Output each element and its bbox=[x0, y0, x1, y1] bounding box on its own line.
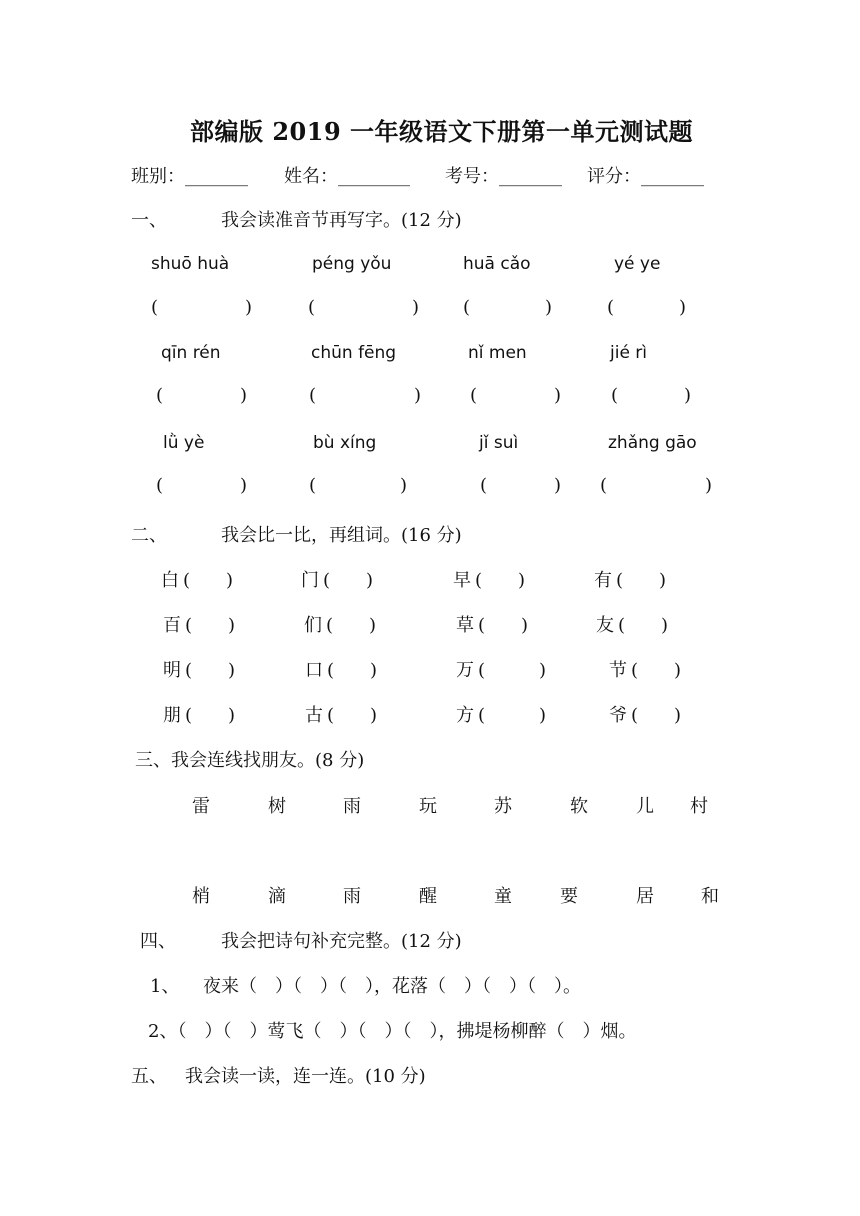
match-bottom-word[interactable]: 要 bbox=[560, 886, 578, 907]
character-item: 门 bbox=[301, 570, 319, 591]
section-1-heading: 我会读准音节再写字。(12 分) bbox=[221, 210, 462, 231]
pinyin-item: jǐ suì bbox=[479, 433, 519, 453]
answer-blank-right-paren: ) bbox=[684, 385, 692, 406]
word-blank[interactable]: ( ) bbox=[185, 705, 236, 726]
section-4-heading: 我会把诗句补充完整。(12 分) bbox=[221, 931, 462, 952]
section-2-heading: 我会比一比，再组词。(16 分) bbox=[221, 525, 462, 546]
answer-blank-left-paren: ( bbox=[156, 385, 164, 406]
section-5-number: 五、 bbox=[131, 1066, 167, 1087]
character-item: 节 bbox=[609, 660, 627, 681]
match-top-word[interactable]: 儿 bbox=[636, 796, 654, 817]
exam-number-field[interactable]: 考号：_______ bbox=[445, 166, 562, 187]
answer-blank-left-paren: ( bbox=[156, 475, 164, 496]
poem-line-1: 夜来（ ）（ ）（ ），花落（ ）（ ）（ ）。 bbox=[203, 976, 581, 997]
word-blank[interactable]: ( ) bbox=[323, 570, 374, 591]
section-4-number: 四、 bbox=[140, 931, 176, 952]
match-top-word[interactable]: 雨 bbox=[343, 796, 361, 817]
match-bottom-word[interactable]: 梢 bbox=[192, 886, 210, 907]
match-top-word[interactable]: 玩 bbox=[419, 796, 437, 817]
pinyin-item: jié rì bbox=[610, 343, 648, 363]
pinyin-item: bù xíng bbox=[313, 433, 377, 453]
character-item: 口 bbox=[305, 660, 323, 681]
character-item: 朋 bbox=[163, 705, 181, 726]
word-blank[interactable]: ( ) bbox=[618, 615, 669, 636]
poem-line-1-number: 1、 bbox=[150, 976, 180, 997]
character-item: 爷 bbox=[609, 705, 627, 726]
page-title: 部编版 2019 一年级语文下册第一单元测试题 bbox=[190, 117, 694, 146]
word-blank[interactable]: ( ) bbox=[185, 615, 236, 636]
word-blank[interactable]: ( ) bbox=[631, 660, 682, 681]
answer-blank-left-paren: ( bbox=[611, 385, 619, 406]
answer-blank-left-paren: ( bbox=[480, 475, 488, 496]
word-blank[interactable]: ( ) bbox=[631, 705, 682, 726]
answer-blank-right-paren: ) bbox=[240, 385, 248, 406]
match-top-word[interactable]: 村 bbox=[690, 796, 708, 817]
word-blank[interactable]: ( ) bbox=[478, 660, 547, 681]
answer-blank-right-paren: ) bbox=[554, 385, 562, 406]
answer-blank-left-paren: ( bbox=[151, 297, 159, 318]
answer-blank-left-paren: ( bbox=[600, 475, 608, 496]
answer-blank-left-paren: ( bbox=[308, 297, 316, 318]
poem-line-2: 2、（ ）（ ）莺飞（ ）（ ）（ ），拂堤杨柳醉（ ）烟。 bbox=[148, 1021, 637, 1042]
character-item: 百 bbox=[163, 615, 181, 636]
character-item: 白 bbox=[161, 570, 179, 591]
match-bottom-word[interactable]: 和 bbox=[701, 886, 719, 907]
section-3-heading: 三、我会连线找朋友。(8 分) bbox=[135, 750, 365, 771]
pinyin-item: shuō huà bbox=[151, 254, 230, 274]
answer-blank-right-paren: ) bbox=[414, 385, 422, 406]
character-item: 草 bbox=[456, 615, 474, 636]
class-field[interactable]: 班别：_______ bbox=[131, 166, 248, 187]
answer-blank-right-paren: ) bbox=[245, 297, 253, 318]
character-item: 友 bbox=[596, 615, 614, 636]
character-item: 明 bbox=[163, 660, 181, 681]
answer-blank-right-paren: ) bbox=[679, 297, 687, 318]
character-item: 们 bbox=[304, 615, 322, 636]
answer-blank-left-paren: ( bbox=[607, 297, 615, 318]
match-top-word[interactable]: 雷 bbox=[192, 796, 210, 817]
word-blank[interactable]: ( ) bbox=[185, 660, 236, 681]
answer-blank-right-paren: ) bbox=[705, 475, 713, 496]
pinyin-item: qīn rén bbox=[161, 343, 221, 363]
match-top-word[interactable]: 软 bbox=[570, 796, 588, 817]
word-blank[interactable]: ( ) bbox=[327, 660, 378, 681]
character-item: 早 bbox=[453, 570, 471, 591]
word-blank[interactable]: ( ) bbox=[478, 705, 547, 726]
section-5-heading: 我会读一读，连一连。(10 分) bbox=[185, 1066, 426, 1087]
pinyin-item: huā cǎo bbox=[463, 254, 531, 274]
score-field[interactable]: 评分：_______ bbox=[587, 166, 704, 187]
answer-blank-left-paren: ( bbox=[309, 385, 317, 406]
answer-blank-right-paren: ) bbox=[545, 297, 553, 318]
pinyin-item: lǜ yè bbox=[163, 433, 205, 453]
answer-blank-right-paren: ) bbox=[412, 297, 420, 318]
answer-blank-right-paren: ) bbox=[400, 475, 408, 496]
answer-blank-left-paren: ( bbox=[463, 297, 471, 318]
section-1-number: 一、 bbox=[131, 210, 167, 231]
match-top-word[interactable]: 树 bbox=[268, 796, 286, 817]
answer-blank-left-paren: ( bbox=[470, 385, 478, 406]
name-field[interactable]: 姓名：________ bbox=[284, 166, 410, 187]
character-item: 万 bbox=[456, 660, 474, 681]
word-blank[interactable]: ( ) bbox=[475, 570, 526, 591]
pinyin-item: yé ye bbox=[614, 254, 661, 274]
character-item: 有 bbox=[594, 570, 612, 591]
character-item: 方 bbox=[456, 705, 474, 726]
match-bottom-word[interactable]: 滴 bbox=[268, 886, 286, 907]
match-bottom-word[interactable]: 童 bbox=[494, 886, 512, 907]
match-bottom-word[interactable]: 醒 bbox=[419, 886, 437, 907]
section-2-number: 二、 bbox=[131, 525, 167, 546]
pinyin-item: chūn fēng bbox=[311, 343, 397, 363]
character-item: 古 bbox=[305, 705, 323, 726]
match-bottom-word[interactable]: 雨 bbox=[343, 886, 361, 907]
answer-blank-left-paren: ( bbox=[309, 475, 317, 496]
match-top-word[interactable]: 苏 bbox=[494, 796, 512, 817]
match-bottom-word[interactable]: 居 bbox=[636, 886, 654, 907]
answer-blank-right-paren: ) bbox=[554, 475, 562, 496]
pinyin-item: péng yǒu bbox=[312, 254, 392, 274]
word-blank[interactable]: ( ) bbox=[327, 705, 378, 726]
word-blank[interactable]: ( ) bbox=[616, 570, 667, 591]
word-blank[interactable]: ( ) bbox=[478, 615, 529, 636]
pinyin-item: nǐ men bbox=[468, 343, 527, 363]
answer-blank-right-paren: ) bbox=[240, 475, 248, 496]
word-blank[interactable]: ( ) bbox=[183, 570, 234, 591]
pinyin-item: zhǎng gāo bbox=[608, 433, 697, 453]
word-blank[interactable]: ( ) bbox=[326, 615, 377, 636]
